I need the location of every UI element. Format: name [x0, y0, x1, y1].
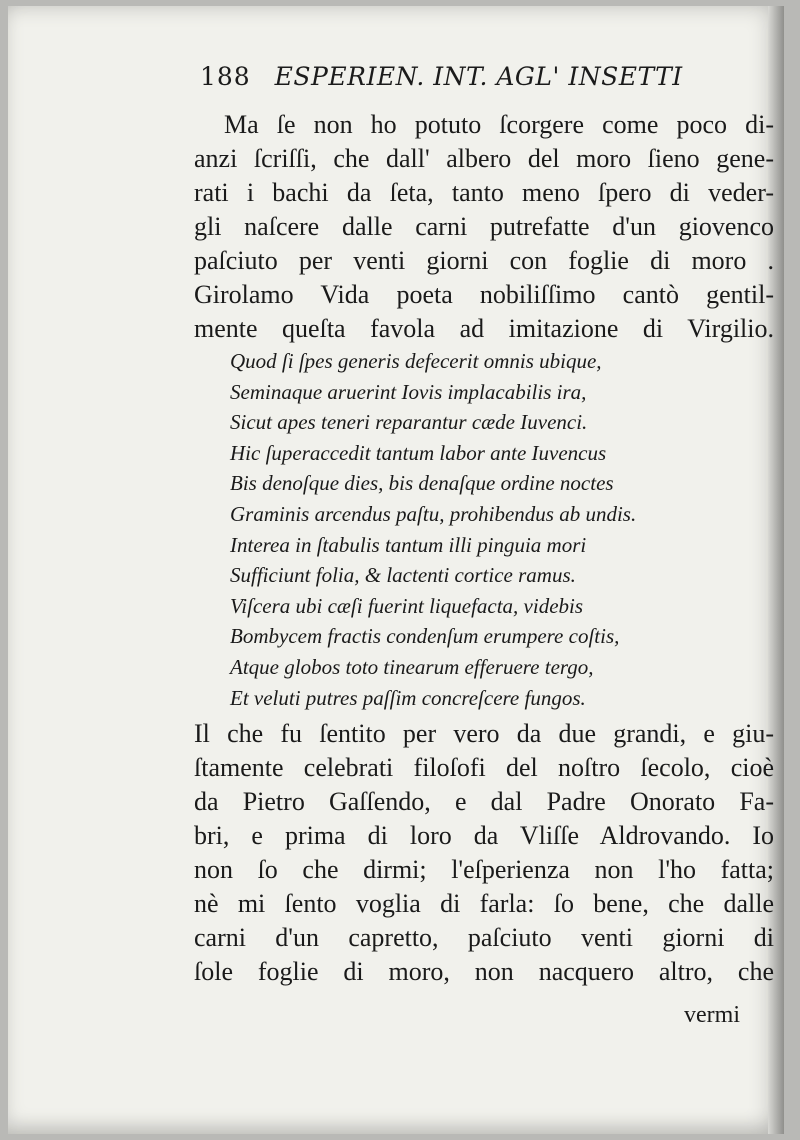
- running-title: ESPERIEN. INT. AGL' INSETTI: [274, 62, 683, 91]
- verse-line: Et veluti putres paſſim concreſcere fungos.: [230, 685, 586, 710]
- text-line: da Pietro Gaſſendo, e dal Padre Onorato Fa-: [194, 787, 774, 817]
- text-line: mente queſta favola ad imitazione di Virgilio.: [194, 314, 774, 343]
- verse-line: Seminaque aruerint Iovis implacabilis ira,: [230, 379, 587, 404]
- text-line: anzi ſcriſſi, che dall' albero del moro ſieno gene-: [194, 144, 774, 173]
- latin-verse-quotation: [194, 346, 774, 713]
- paragraph-2: [194, 717, 774, 989]
- text-line: carni d'un capretto, paſciuto venti giorni di: [194, 923, 774, 953]
- verse-line: Viſcera ubi cæſi fuerint liquefacta, videbis: [230, 593, 584, 618]
- text-line: paſciuto per venti giorni con foglie di moro .: [194, 246, 774, 275]
- page-number: 188: [200, 62, 251, 91]
- verse-line: Bombycem fractis condenſum erumpere coſtis,: [230, 624, 620, 649]
- paragraph-1: [194, 108, 774, 346]
- text-line: nè mi ſento voglia di farla: ſo bene, che dalle: [194, 889, 774, 919]
- verse-line: Sufficiunt folia, & lactenti cortice ramus.: [230, 563, 576, 588]
- verse-line: Quod ſi ſpes generis defecerit omnis ubique,: [230, 349, 602, 373]
- text-line: non ſo che dirmi; l'eſperienza non l'ho fatta;: [194, 855, 774, 885]
- verse-line: Bis denoſque dies, bis denaſque ordine noctes: [230, 471, 614, 496]
- text-line: Il che fu ſentito per vero da due grandi, e giu-: [194, 719, 774, 749]
- text-line: rati i bachi da ſeta, tanto meno ſpero di veder-: [194, 178, 774, 207]
- text-line: ſtamente celebrati filoſofi del noſtro ſecolo, cioè: [194, 753, 774, 783]
- text-line: Ma ſe non ho potuto ſcorgere come poco di-: [224, 110, 774, 139]
- catchword: vermi: [684, 1002, 740, 1028]
- text-line: Girolamo Vida poeta nobiliſſimo cantò gentil-: [194, 280, 774, 309]
- book-page: [8, 6, 784, 1134]
- verse-line: Atque globos toto tinearum efferuere tergo,: [230, 654, 594, 679]
- running-header: [200, 62, 760, 102]
- verse-line: Graminis arcendus paſtu, prohibendus ab undis.: [230, 501, 637, 526]
- verse-line: Hic ſuperaccedit tantum labor ante Iuvencus: [230, 440, 607, 465]
- text-line: gli naſcere dalle carni putrefatte d'un giovenco: [194, 212, 774, 241]
- text-line: bri, e prima di loro da Vliſſe Aldrovando. Io: [194, 821, 774, 851]
- text-line: ſole foglie di moro, non nacquero altro, che: [194, 957, 774, 987]
- verse-line: Sicut apes teneri reparantur cæde Iuvenci.: [230, 410, 588, 435]
- verse-line: Interea in ſtabulis tantum illi pinguia mori: [230, 532, 587, 557]
- text-block: [194, 108, 774, 989]
